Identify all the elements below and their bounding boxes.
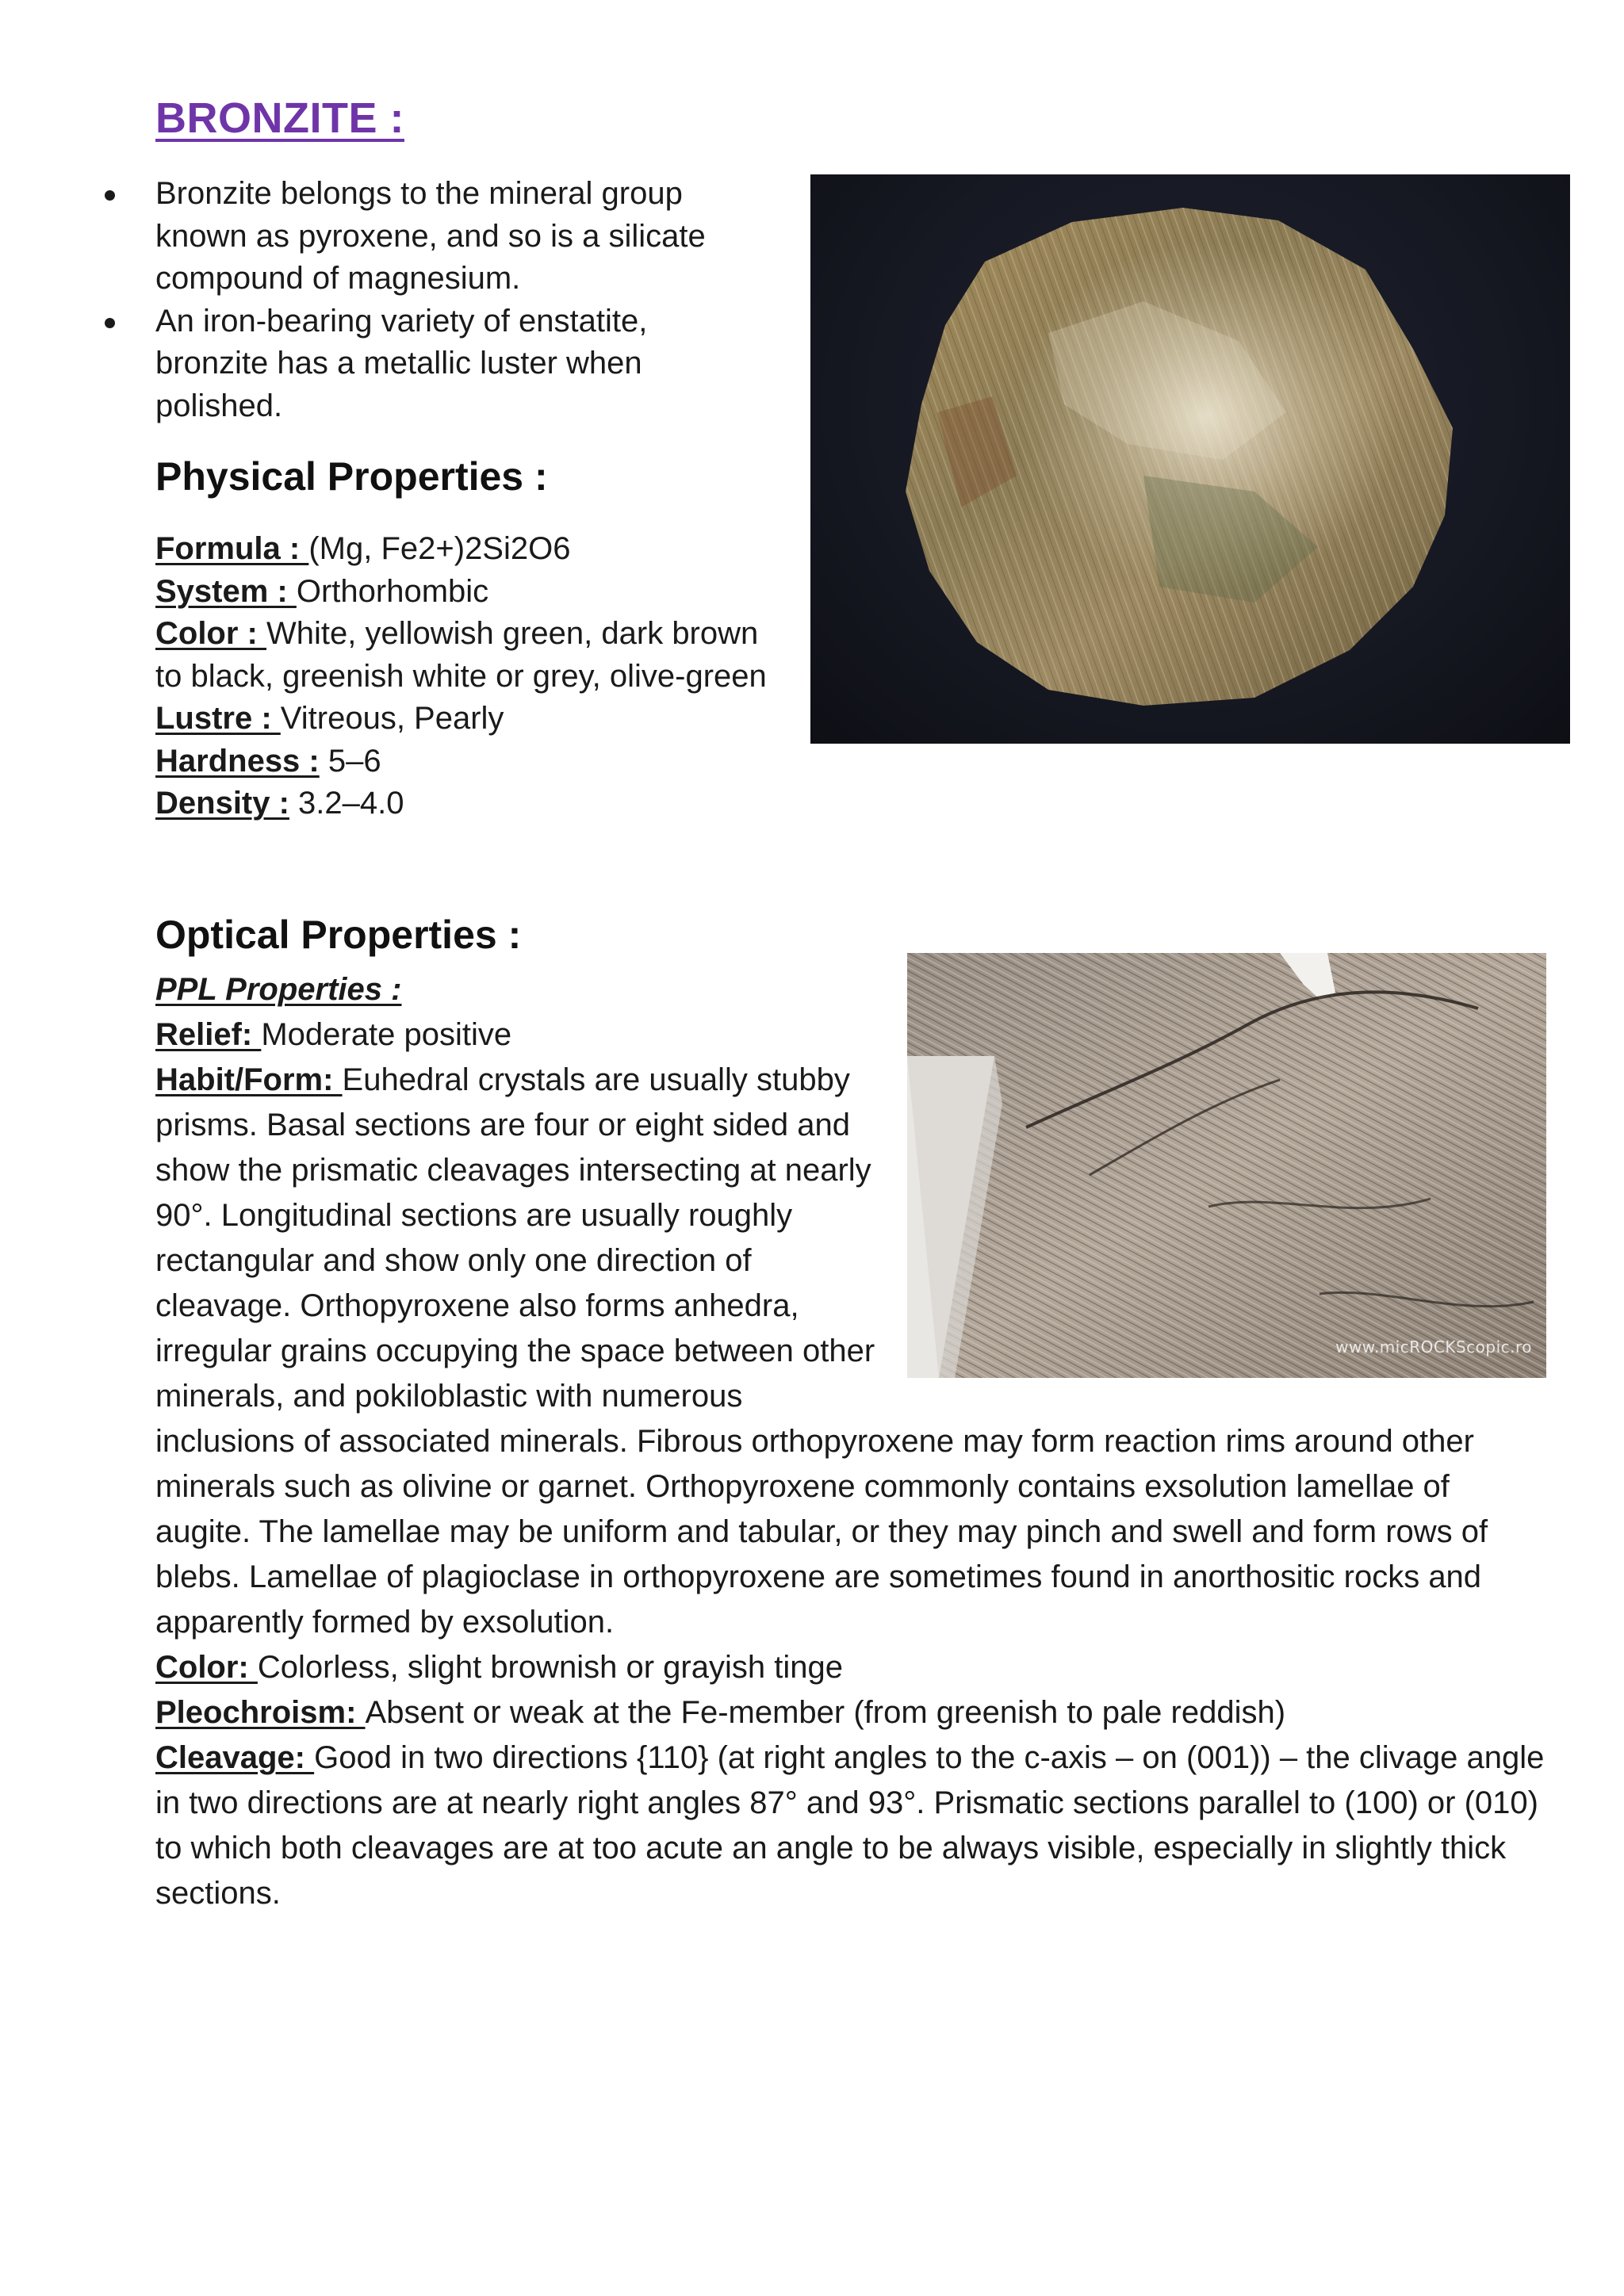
cleavage-value: Good in two directions {110} (at right angles to the c-axis – on (001)) – the clivage angle in two directions are at nearly right angles 87° and 93°. Prismatic sections parallel to (100) or (010) to which both cleavages are at too acute an angle to be always visible, especially in slightly thick sections. xyxy=(155,1740,1545,1911)
hardness-row xyxy=(155,740,790,783)
cleavage-label: Cleavage: xyxy=(155,1740,315,1775)
pleochroism-row xyxy=(155,1690,1546,1735)
lustre-value: Vitreous, Pearly xyxy=(280,701,504,736)
system-value: Orthorhombic xyxy=(296,573,489,609)
density-row xyxy=(155,783,790,825)
bronzite-specimen-photo xyxy=(810,174,1570,744)
color-row xyxy=(155,613,790,698)
system-row xyxy=(155,571,790,614)
photo-watermark: www.micROCKScopic.ro xyxy=(1335,1337,1532,1357)
thin-section-photo xyxy=(907,953,1546,1378)
optical-properties-heading: Optical Properties : xyxy=(155,913,522,957)
lustre-label: Lustre : xyxy=(155,701,281,736)
density-value: 3.2–4.0 xyxy=(289,786,404,821)
formula-value: (Mg, Fe2+)2Si2O6 xyxy=(308,531,571,566)
bullet-text: An iron-bearing variety of enstatite, bronzite has a metallic luster when polished. xyxy=(155,303,648,423)
density-label: Density : xyxy=(155,786,289,821)
formula-label: Formula : xyxy=(155,531,309,566)
physical-properties-heading: Physical Properties : xyxy=(155,454,548,499)
cleavage-row xyxy=(155,1735,1546,1916)
optical-color-label: Color: xyxy=(155,1650,258,1685)
optical-properties-body xyxy=(155,967,1546,1916)
formula-row xyxy=(155,528,790,571)
habit-value: Euhedral crystals are usually stubby prisms. Basal sections are four or eight sided and show the prismatic cleavages intersecting at nearly 90°. Longitudinal sections are usually roughly rectangular and show only one direction of cleavage. Orthopyroxene also forms anhedra, irregular grains occupying the space between other minerals, and pokiloblastic with numerous inclusions of associated minerals. Fibrous orthopyroxene may form reaction rims around other minerals such as olivine or garnet. Orthopyroxene commonly contains exsolution lamellae of augite. The lamellae may be uniform and tabular, or they may pinch and swell and form rows of blebs. Lamellae of plagioclase in orthopyroxene are sometimes found in anorthositic rocks and apparently formed by exsolution. xyxy=(155,1062,1488,1640)
orthopyroxene-thin-section-illustration xyxy=(907,953,1546,1378)
bronzite-specimen-illustration xyxy=(810,174,1570,744)
ppl-properties-heading: PPL Properties : xyxy=(155,972,402,1007)
list-item xyxy=(0,300,710,428)
pleochroism-label: Pleochroism: xyxy=(155,1695,366,1730)
hardness-value: 5–6 xyxy=(319,743,381,779)
thin-section-photo-wrapper xyxy=(907,953,1546,1378)
list-item xyxy=(0,173,734,300)
intro-bullet-list xyxy=(0,173,793,427)
relief-value: Moderate positive xyxy=(261,1017,512,1052)
lustre-row xyxy=(155,698,790,740)
system-label: System : xyxy=(155,573,297,609)
color-value: White, yellowish green, dark brown to black, greenish white or grey, olive-green xyxy=(155,616,767,694)
optical-color-value: Colorless, slight brownish or grayish tinge xyxy=(257,1650,843,1685)
hardness-label: Hardness : xyxy=(155,743,320,779)
color-label: Color : xyxy=(155,616,266,651)
habit-label: Habit/Form: xyxy=(155,1062,343,1097)
relief-label: Relief: xyxy=(155,1017,262,1052)
physical-properties-list xyxy=(155,528,790,825)
optical-color-row xyxy=(155,1645,1546,1690)
pleochroism-value: Absent or weak at the Fe-member (from greenish to pale reddish) xyxy=(365,1695,1286,1730)
bullet-text: Bronzite belongs to the mineral group known as pyroxene, and so is a silicate compound of magnesium. xyxy=(155,176,706,296)
page-title: BRONZITE : xyxy=(155,94,404,142)
